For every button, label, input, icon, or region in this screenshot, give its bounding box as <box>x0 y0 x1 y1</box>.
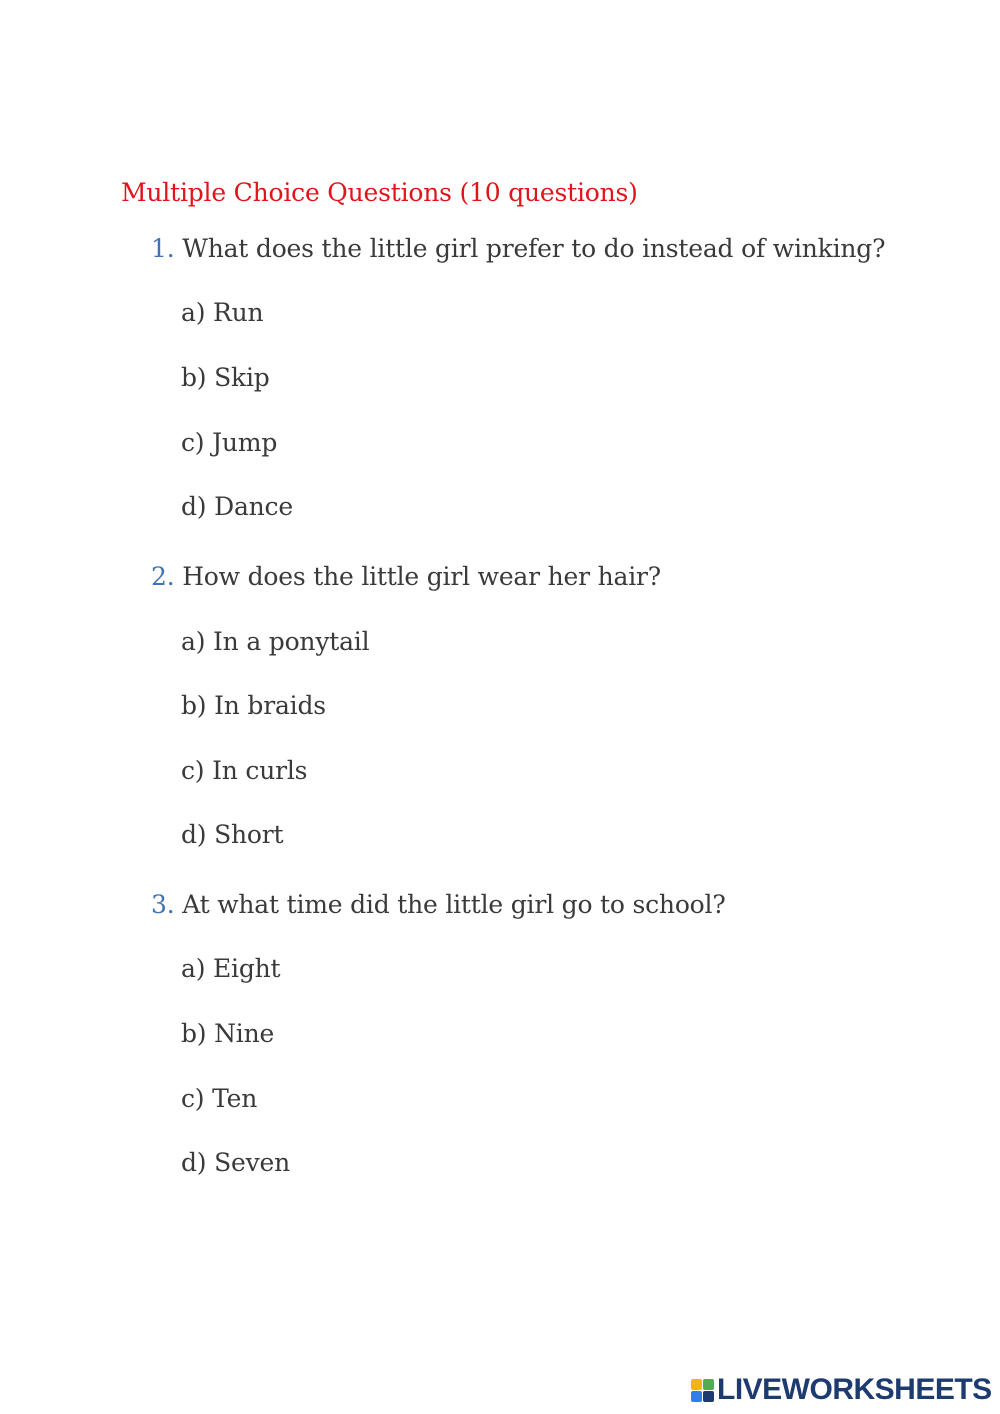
question-2-option-a[interactable]: a) In a ponytail <box>181 627 370 656</box>
liveworksheets-logo <box>691 1373 992 1407</box>
question-number: 1. <box>151 234 175 263</box>
question-text: What does the little girl prefer to do instead of winking? <box>182 234 886 263</box>
logo-mark-tile <box>691 1391 702 1402</box>
question-text: How does the little girl wear her hair? <box>182 562 661 591</box>
question-text: At what time did the little girl go to school? <box>182 890 726 919</box>
question-3-option-d[interactable]: d) Seven <box>181 1148 291 1177</box>
question-3-option-b[interactable]: b) Nine <box>181 1019 275 1048</box>
question-1-option-a[interactable]: a) Run <box>181 298 264 327</box>
question-1-option-c[interactable]: c) Jump <box>181 428 278 457</box>
question-number: 2. <box>151 562 175 591</box>
question-number: 3. <box>151 890 175 919</box>
question-2-option-d[interactable]: d) Short <box>181 820 284 849</box>
worksheet-heading: Multiple Choice Questions (10 questions) <box>121 178 638 207</box>
question-1 <box>151 234 885 263</box>
question-2-option-b[interactable]: b) In braids <box>181 691 326 720</box>
question-3-option-a[interactable]: a) Eight <box>181 954 281 983</box>
question-1-option-b[interactable]: b) Skip <box>181 363 270 392</box>
logo-mark-tile <box>691 1379 702 1390</box>
logo-mark-tile <box>703 1391 714 1402</box>
question-2-option-c[interactable]: c) In curls <box>181 756 308 785</box>
logo-text: LIVEWORKSHEETS <box>717 1373 992 1406</box>
liveworksheets-logo-icon <box>691 1379 714 1402</box>
question-2 <box>151 562 661 591</box>
question-3 <box>151 890 726 919</box>
question-1-option-d[interactable]: d) Dance <box>181 492 293 521</box>
logo-mark-tile <box>703 1379 714 1390</box>
question-3-option-c[interactable]: c) Ten <box>181 1084 258 1113</box>
